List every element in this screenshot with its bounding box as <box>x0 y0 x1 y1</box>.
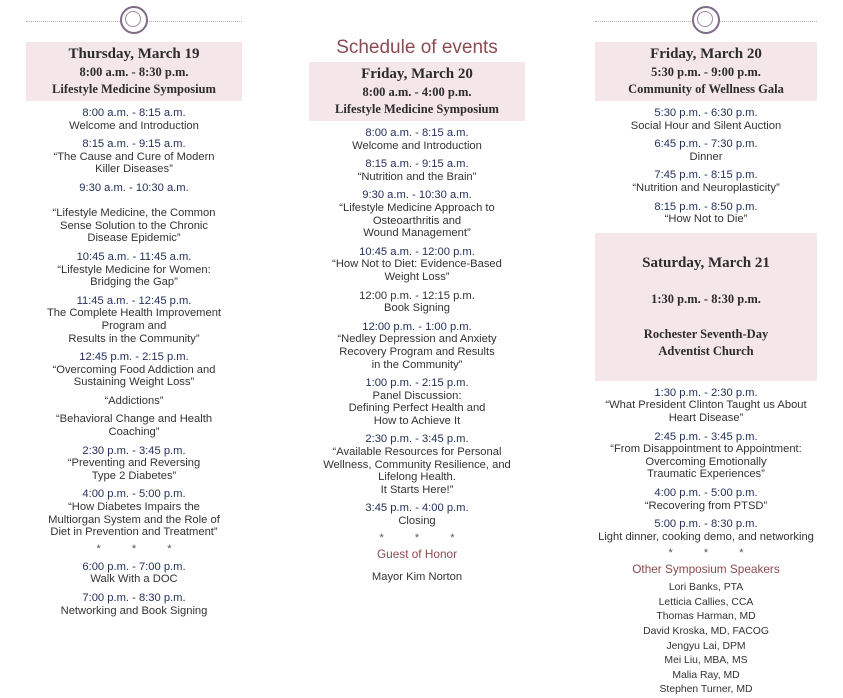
day-banner <box>595 233 817 381</box>
speaker-name: Letticia Callies, CCA <box>658 596 754 608</box>
event-time: 4:00 p.m. - 5:00 p.m. <box>82 488 186 501</box>
speaker-name: Malia Ray, MD <box>672 669 740 681</box>
ornament-divider <box>26 0 242 42</box>
schedule-item <box>26 182 242 245</box>
event-list <box>309 127 525 528</box>
day-heading: Saturday, March 21 <box>642 254 770 271</box>
speaker-name: Jengyu Lai, DPM <box>666 640 746 652</box>
star-separator: * * * <box>379 531 469 544</box>
event-time: 7:45 p.m. - 8:15 p.m. <box>654 169 758 182</box>
event-description: “How Diabetes Impairs the Multiorgan System and the Role of Diet in Prevention and Treatment” <box>48 501 220 539</box>
schedule-item <box>26 138 242 176</box>
schedule-item <box>595 169 817 194</box>
event-description: “How Not to Diet: Evidence-Based Weight Loss” <box>332 258 502 283</box>
event-description: Light dinner, cooking demo, and networking <box>598 530 814 543</box>
event-time: 7:00 p.m. - 8:30 p.m. <box>82 592 186 604</box>
day-banner <box>309 62 525 121</box>
event-time: 12:00 p.m. - 12:15 p.m. <box>359 289 475 302</box>
event-description: “Recovering from PTSD” <box>644 499 768 512</box>
schedule-item <box>26 413 242 438</box>
event-description: Welcome and Introduction <box>352 139 482 152</box>
column-friday-day <box>309 0 525 583</box>
speaker-list <box>595 581 817 698</box>
event-description: “Preventing and Reversing Type 2 Diabetes” <box>67 457 201 482</box>
schedule-item <box>595 387 817 425</box>
speaker-name: Mei Liu, MBA, MS <box>664 655 748 667</box>
speakers-heading: Other Symposium Speakers <box>632 562 780 577</box>
event-time: 8:15 p.m. - 8:50 p.m. <box>654 200 758 213</box>
event-description: Networking and Book Signing <box>60 604 208 617</box>
column-friday-evening-saturday <box>595 0 817 698</box>
event-time: 5:00 p.m. - 8:30 p.m. <box>654 518 758 531</box>
day-heading: Friday, March 20 <box>361 66 473 82</box>
schedule-item <box>26 395 242 408</box>
star-separator: * * * <box>96 542 186 555</box>
day-banner <box>26 42 242 101</box>
schedule-item <box>26 295 242 345</box>
event-time: 5:30 p.m. - 6:30 p.m. <box>654 107 758 119</box>
event-time: 12:00 p.m. - 1:00 p.m. <box>362 320 472 333</box>
event-time: 3:45 p.m. - 4:00 p.m. <box>365 502 469 515</box>
schedule-item <box>309 502 525 527</box>
event-description: “Lifestyle Medicine for Women: Bridging the Gap” <box>57 263 211 289</box>
schedule-item <box>309 321 525 371</box>
event-name: Rochester Seventh-Day Adventist Church <box>643 326 769 358</box>
event-list <box>595 107 817 226</box>
speaker-name: David Kroska, MD, FACOG <box>643 626 769 638</box>
schedule-item <box>309 158 525 183</box>
schedule-item <box>26 251 242 289</box>
event-name: Lifestyle Medicine Symposium <box>335 102 499 116</box>
event-description: The Complete Health Improvement Program and Results in the Community” <box>46 307 222 345</box>
event-time: 8:00 a.m. - 8:15 a.m. <box>365 127 469 139</box>
event-name: Community of Wellness Gala <box>628 82 784 96</box>
day-heading: Friday, March 20 <box>650 46 762 62</box>
page-title: Schedule of events <box>336 37 498 58</box>
event-description: “Addictions” <box>104 394 164 407</box>
event-description: Welcome and Introduction <box>69 119 199 132</box>
event-time: 2:45 p.m. - 3:45 p.m. <box>654 430 758 443</box>
schedule-item <box>595 518 817 543</box>
ring-ornament-icon <box>692 6 720 34</box>
event-time: 8:15 a.m. - 9:15 a.m. <box>365 158 469 171</box>
schedule-item <box>26 445 242 483</box>
schedule-item <box>309 189 525 239</box>
event-description: “Nutrition and the Brain” <box>357 170 477 183</box>
schedule-item <box>595 431 817 481</box>
event-description: Dinner <box>689 150 723 163</box>
schedule-item <box>309 246 525 284</box>
event-time: 4:00 p.m. - 5:00 p.m. <box>654 486 758 499</box>
event-time: 6:00 p.m. - 7:00 p.m. <box>82 560 186 573</box>
event-description: Closing <box>398 515 436 528</box>
schedule-item <box>595 138 817 163</box>
schedule-item <box>595 107 817 132</box>
event-time: 2:30 p.m. - 3:45 p.m. <box>82 444 186 457</box>
event-time: 9:30 a.m. - 10:30 a.m. <box>79 181 189 194</box>
event-time: 1:30 p.m. - 2:30 p.m. <box>654 386 758 399</box>
event-name: Lifestyle Medicine Symposium <box>52 82 216 96</box>
event-time: 9:30 a.m. - 10:30 a.m. <box>362 189 472 202</box>
schedule-item <box>309 433 525 496</box>
event-time: 6:45 p.m. - 7:30 p.m. <box>654 138 758 151</box>
event-description: Walk With a DOC <box>90 573 178 586</box>
event-description: Social Hour and Silent Auction <box>630 119 782 132</box>
column-thursday <box>26 0 242 617</box>
speaker-name: Thomas Harman, MD <box>656 611 756 623</box>
star-separator: * * * <box>668 547 758 560</box>
event-list <box>26 561 242 617</box>
schedule-item <box>26 592 242 617</box>
event-list <box>26 107 242 539</box>
ring-ornament-icon <box>120 6 148 34</box>
event-description: “How Not to Die” <box>664 213 748 226</box>
day-time: 1:30 p.m. - 8:30 p.m. <box>651 291 761 306</box>
event-time: 1:00 p.m. - 2:15 p.m. <box>365 377 469 390</box>
day-time: 5:30 p.m. - 9:00 p.m. <box>651 65 761 79</box>
event-time: 11:45 a.m. - 12:45 p.m. <box>76 294 192 307</box>
schedule-item <box>309 127 525 152</box>
event-time: 10:45 a.m. - 12:00 p.m. <box>359 245 475 258</box>
day-heading: Thursday, March 19 <box>68 46 200 62</box>
schedule-item <box>595 201 817 226</box>
event-time: 8:00 a.m. - 8:15 a.m. <box>82 107 186 119</box>
event-description: “From Disappointment to Appointment: Overcoming Emotionally Traumatic Experiences” <box>610 443 802 481</box>
event-description: “Overcoming Food Addiction and Sustaining Weight Loss” <box>52 363 216 389</box>
schedule-item <box>26 351 242 389</box>
guest-of-honor-name: Mayor Kim Norton <box>371 570 463 583</box>
schedule-item <box>26 107 242 132</box>
guest-of-honor-heading: Guest of Honor <box>377 546 457 561</box>
event-description: “The Cause and Cure of Modern Killer Diseases” <box>53 150 215 176</box>
event-time: 8:15 a.m. - 9:15 a.m. <box>82 138 186 151</box>
event-time: 10:45 a.m. - 11:45 a.m. <box>76 250 192 263</box>
event-description: Panel Discussion: Defining Perfect Health and How to Achieve It <box>348 389 486 427</box>
event-description: “Available Resources for Personal Wellness, Community Resilience, and Lifelong Health. It Starts Here!” <box>323 446 511 496</box>
speaker-name: Lori Banks, PTA <box>668 582 744 594</box>
day-time: 8:00 a.m. - 8:30 p.m. <box>79 65 189 79</box>
ornament-divider <box>595 0 817 42</box>
event-time: 12:45 p.m. - 2:15 p.m. <box>79 351 189 364</box>
event-time: 2:30 p.m. - 3:45 p.m. <box>365 433 469 446</box>
day-time: 8:00 a.m. - 4:00 p.m. <box>362 85 472 99</box>
event-description: “Nutrition and Neuroplasticity” <box>632 181 780 194</box>
event-description: Book Signing <box>384 302 450 315</box>
schedule-item <box>309 290 525 315</box>
day-banner <box>595 42 817 101</box>
schedule-item <box>309 377 525 427</box>
schedule-item <box>595 487 817 512</box>
event-list <box>595 387 817 544</box>
event-description: “What President Clinton Taught us About Heart Disease” <box>605 399 807 424</box>
schedule-item <box>26 488 242 538</box>
event-description: “Lifestyle Medicine Approach to Osteoarthritis and Wound Management” <box>339 201 495 240</box>
speaker-name: Stephen Turner, MD <box>659 684 753 696</box>
event-description: “Behavioral Change and Health Coaching” <box>55 413 213 439</box>
event-description: “Nedley Depression and Anxiety Recovery Program and Results in the Community” <box>337 333 497 371</box>
event-description: “Lifestyle Medicine, the Common Sense Solution to the Chronic Disease Epidemic” <box>52 207 216 245</box>
schedule-item <box>26 561 242 586</box>
